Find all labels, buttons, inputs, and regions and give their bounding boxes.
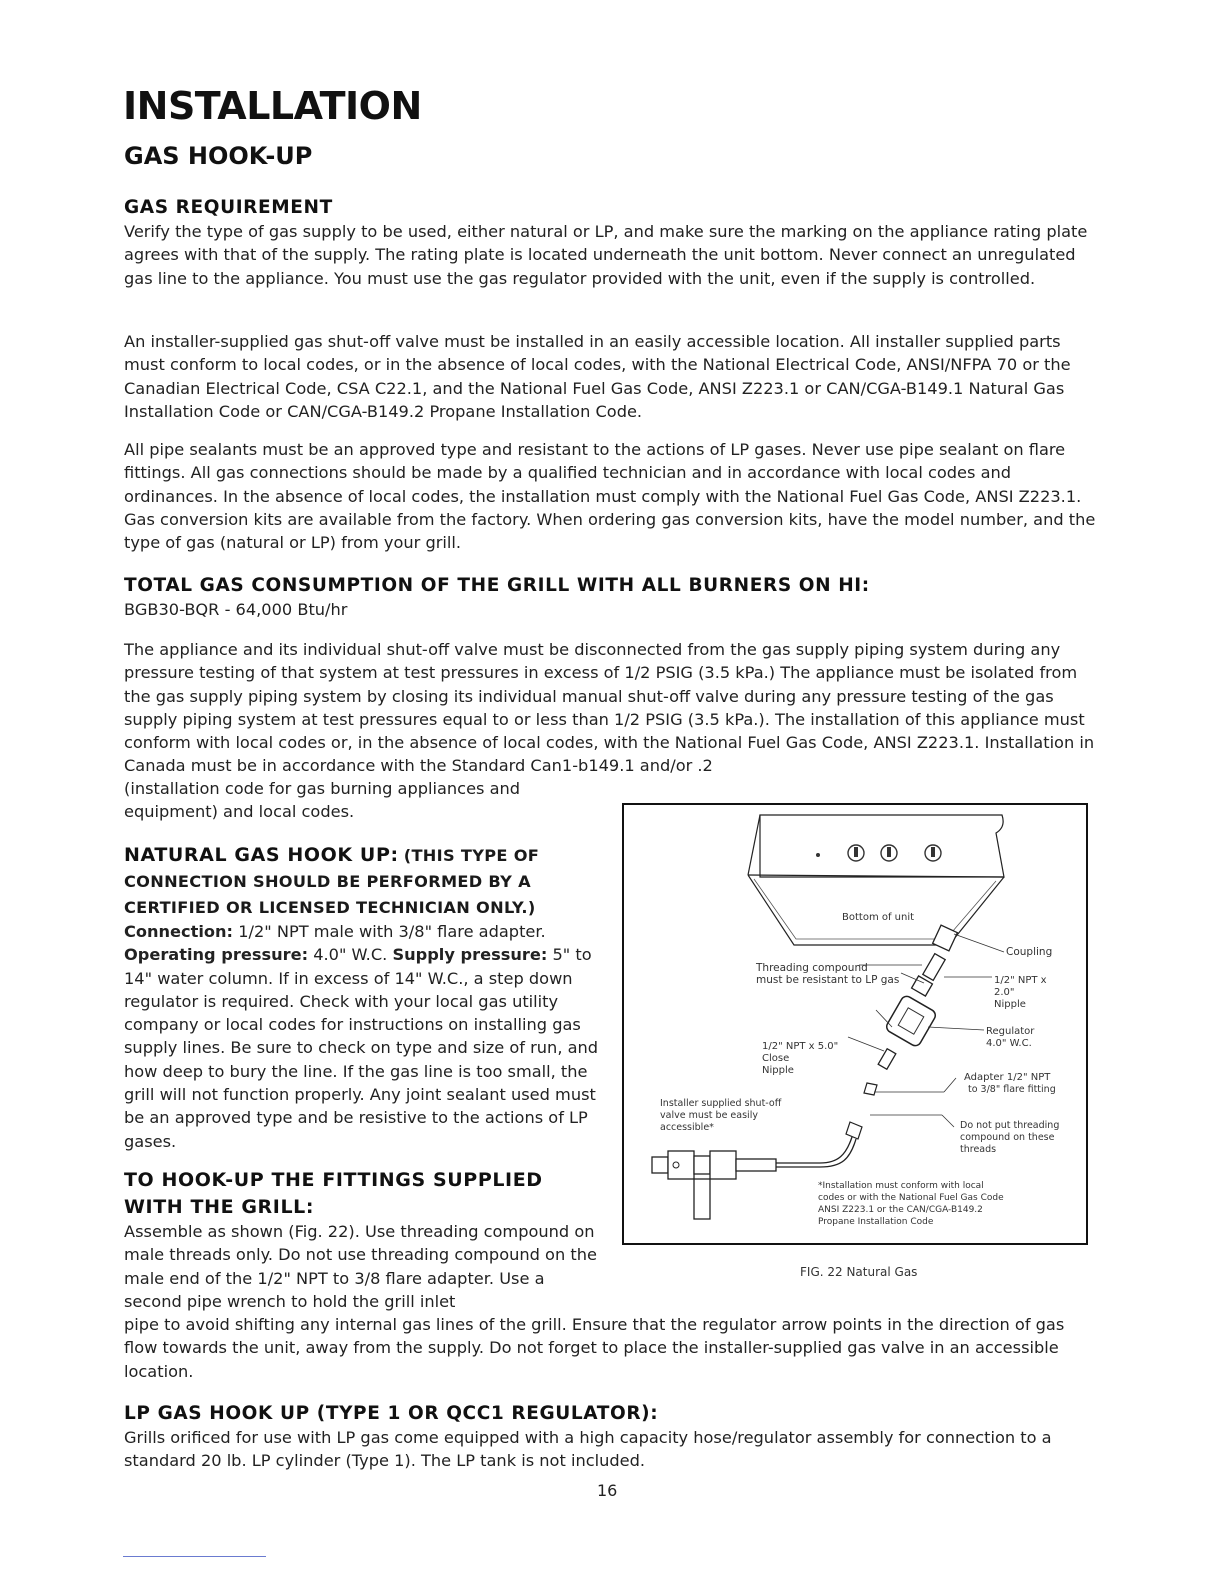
label-valve-2: valve must be easily — [660, 1110, 758, 1121]
knob-icon — [848, 845, 864, 861]
label-npt-3: Nipple — [994, 999, 1026, 1010]
lp-gas-heading: LP GAS HOOK UP (TYPE 1 OR QCC1 REGULATOR): — [124, 1403, 659, 1424]
label-regulator-2: 4.0" W.C. — [986, 1038, 1032, 1049]
fittings-heading-2: WITH THE GRILL: — [124, 1196, 315, 1218]
label-adapter-2: to 3/8" flare fitting — [968, 1084, 1056, 1095]
label-valve-1: Installer supplied shut-off — [660, 1098, 782, 1109]
label-nothread-2: compound on these — [960, 1132, 1055, 1143]
grill-front-panel — [760, 815, 1004, 877]
connection-label: Connection: — [124, 922, 234, 941]
consumption-value: BGB30-BQR - 64,000 Btu/hr — [124, 600, 348, 619]
supply-text: 5" to — [552, 945, 592, 965]
natural-gas-note-3: CERTIFIED OR LICENSED TECHNICIAN ONLY.) — [124, 898, 536, 917]
operating-label: Operating pressure: — [124, 945, 309, 965]
consumption-heading: TOTAL GAS CONSUMPTION OF THE GRILL WITH ALL BURNERS ON HI: — [124, 575, 870, 596]
shut-off-valve-shape — [668, 1151, 694, 1179]
regulator-shape — [885, 994, 938, 1048]
grill-body-outline — [748, 875, 1004, 945]
label-threading-1: Threading compound — [756, 962, 868, 974]
adapter-shape — [864, 1083, 877, 1095]
gas-requirement-paragraph-3: All pipe sealants must be an approved type and resistant to the actions of LP gases. Never use pipe sealant on flare fittings. All gas connections should be made by a qualified technician and in accordance with local codes and ordinances. In the absence of local codes, the installation must comply with the National Fuel Gas Code, ANSI Z223.1. Gas conversion kits are available from the factory. When ordering gas conversion kits, have the model number, and the type of gas (natural or LP) from your grill. — [124, 440, 1096, 553]
natural-gas-heading-block — [124, 842, 614, 921]
natural-gas-note-2: CONNECTION SHOULD BE PERFORMED BY A — [124, 872, 531, 891]
label-note-1: *Installation must conform with local — [818, 1181, 984, 1191]
operating-text: 4.0" W.C. — [313, 945, 388, 965]
consumption-paragraph-tail-2: equipment) and local codes. — [124, 802, 355, 821]
label-npt-1: 1/2" NPT x — [994, 975, 1047, 986]
footer-rule — [123, 1556, 266, 1557]
natural-gas-diagram — [624, 805, 1086, 1243]
label-adapter-1: Adapter 1/2" NPT — [964, 1072, 1051, 1083]
figure-natural-gas — [622, 803, 1088, 1245]
natural-gas-note-1: (THIS TYPE OF — [403, 846, 540, 865]
gas-requirement-paragraph-1: Verify the type of gas supply to be used, either natural or LP, and make sure the marking on the appliance rating plate agrees with that of the supply. The rating plate is located underneath the unit bottom. Never connect an unregulated gas line to the appliance. You must use the gas regulator provided with the unit, even if the supply is controlled. — [124, 222, 1088, 288]
label-bottom-of-unit: Bottom of unit — [842, 912, 915, 923]
gas-requirement-heading: GAS REQUIREMENT — [124, 197, 333, 218]
label-npt-2: 2.0" — [994, 987, 1015, 998]
connection-text: 1/2" NPT male with 3/8" flare adapter. — [238, 922, 546, 941]
knob-icon — [881, 845, 897, 861]
lp-gas-body: Grills orificed for use with LP gas come equipped with a high capacity hose/regulator assembly for connection to a standard 20 lb. LP cylinder (Type 1). The LP tank is not included. — [124, 1428, 1052, 1471]
valve-end-shape — [652, 1157, 668, 1173]
knob-icon — [925, 845, 941, 861]
label-coupling: Coupling — [1006, 946, 1053, 958]
supply-label: Supply pressure: — [392, 945, 548, 965]
flare-fitting-shape — [846, 1122, 862, 1139]
fittings-heading-1: TO HOOK-UP THE FITTINGS SUPPLIED — [124, 1169, 543, 1191]
gas-line — [774, 1137, 852, 1163]
label-close-2: Close — [762, 1053, 790, 1064]
natural-gas-heading: NATURAL GAS HOOK UP: — [124, 844, 399, 866]
label-nothread-1: Do not put threading — [960, 1120, 1060, 1131]
label-nothread-3: threads — [960, 1144, 997, 1155]
coupling-shape — [933, 925, 958, 951]
section-title: GAS HOOK-UP — [124, 142, 313, 170]
label-valve-3: accessible* — [660, 1122, 714, 1133]
gas-requirement-paragraph-2: An installer-supplied gas shut-off valve must be installed in an easily accessible location. All installer supplied parts must conform to local codes, or in the absence of local codes, with the National Electrical Code, ANSI/NFPA 70 or the Canadian Electrical Code, CSA C22.1, and the National Fuel Gas Code, ANSI Z223.1 or CAN/CGA-B149.1 Natural Gas Installation Code or CAN/CGA-B149.2 Propane Installation Code. — [124, 332, 1071, 421]
fittings-body-full: pipe to avoid shifting any internal gas lines of the grill. Ensure that the regulator arrow points in the direction of gas flow towards the unit, away from the supply. Do not forget to place the installer-supplied gas valve in an accessible location. — [124, 1315, 1065, 1381]
natural-gas-text: 14" water column. If in excess of 14" W.C., a step down regulator is required. Check with your local gas utility company or local codes for instructions on installing gas supply lines. Be sure to check on type and size of run, and how deep to bury the line. If the gas line is too small, the grill will not function properly. Any joint sealant used must be an approved type and be resistive to the actions of LP gases. — [124, 968, 599, 1151]
label-regulator-1: Regulator — [986, 1026, 1035, 1037]
label-close-3: Nipple — [762, 1065, 794, 1076]
page-number: 16 — [597, 1481, 618, 1500]
figure-caption: FIG. 22 Natural Gas — [800, 1265, 918, 1279]
label-threading-2: must be resistant to LP gas — [756, 974, 900, 986]
close-nipple-shape — [878, 1049, 896, 1070]
valve-handle-shape — [694, 1179, 710, 1219]
label-note-3: ANSI Z223.1 or the CAN/CGA-B149.2 — [818, 1205, 983, 1215]
fittings-body-left: Assemble as shown (Fig. 22). Use threading compound on male threads only. Do not use threading compound on the male end of the 1/2" NPT to 3/8 flare adapter. Use a second pipe wrench to hold the grill inlet — [124, 1222, 597, 1311]
page-title: INSTALLATION — [123, 84, 422, 128]
label-note-2: codes or with the National Fuel Gas Code — [818, 1193, 1004, 1203]
nipple-shape — [923, 954, 945, 981]
label-close-1: 1/2" NPT x 5.0" — [762, 1041, 839, 1052]
label-note-4: Propane Installation Code — [818, 1217, 934, 1227]
consumption-paragraph-tail-1: (installation code for gas burning appliances and — [124, 779, 521, 798]
consumption-paragraph: The appliance and its individual shut-off valve must be disconnected from the gas supply piping system during any pressure testing of that system at test pressures in excess of 1/2 PSIG (3.5 kPa.) The appliance must be isolated from the gas supply piping system by closing its individual manual shut-off valve during any pressure testing of the gas supply piping system at test pressures equal to or less than 1/2 PSIG (3.5 kPa.). The installation of this appliance must conform with local codes or, in the absence of local codes, with the National Fuel Gas Code, ANSI Z223.1. Installation in Canada must be in accordance with the Standard Can1-b149.1 and/or .2 — [124, 640, 1095, 776]
indicator-dot — [816, 853, 820, 857]
natural-gas-body — [124, 920, 604, 1153]
